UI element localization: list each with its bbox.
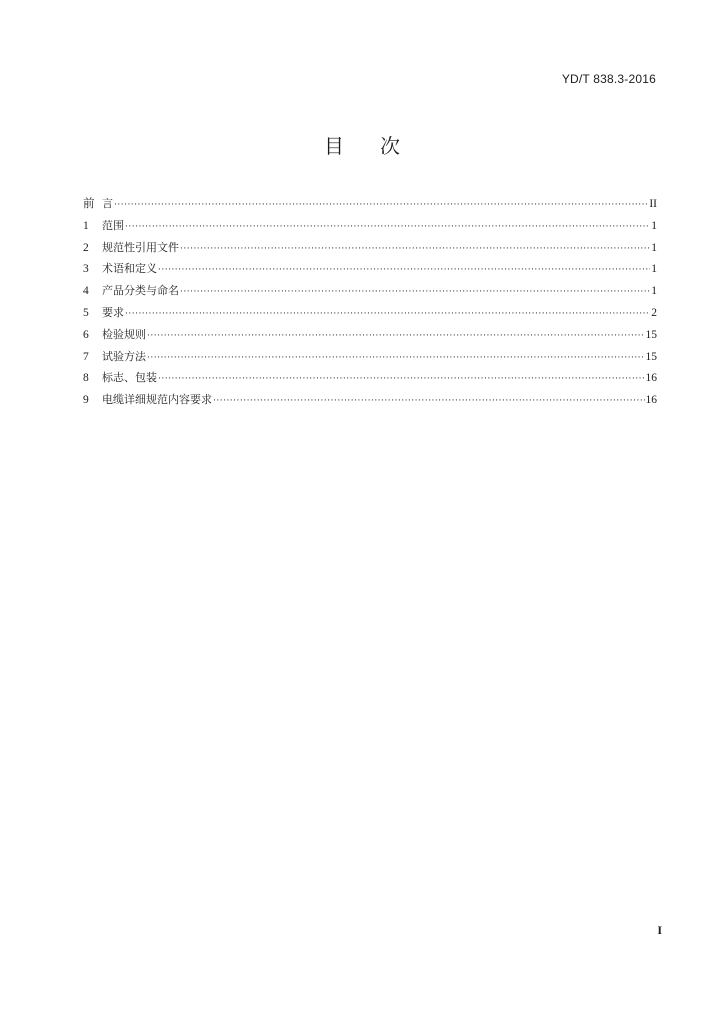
toc-entry-page: 15 [645, 328, 657, 341]
toc-leader-dots [180, 239, 650, 261]
page-title [0, 130, 724, 159]
toc-entry-requirements[interactable] [83, 302, 657, 324]
toc-entry-page: 1 [651, 263, 657, 276]
toc-leader-dots [147, 348, 645, 370]
toc-entry-label: 范围 [102, 218, 124, 232]
toc-entry-page: II [649, 198, 657, 210]
toc-entry-page: 15 [645, 350, 657, 363]
title-char-2: 次 [380, 134, 400, 158]
toc-entry-number: 9 [83, 394, 89, 407]
toc-entry-number: 2 [83, 241, 89, 254]
toc-entry-label: 标志、包装 [102, 371, 157, 385]
toc-entry-page: 1 [651, 285, 657, 298]
toc-entry-page: 1 [651, 219, 657, 232]
toc-entry-label: 言 [102, 197, 113, 210]
toc-leader-dots [180, 282, 650, 304]
toc-entry-number: 4 [83, 285, 89, 298]
toc-entry-number: 1 [83, 219, 89, 232]
toc-entry-terms-definitions[interactable] [83, 258, 657, 280]
toc-entry-label: 术语和定义 [102, 262, 157, 276]
standard-code: YD/T 838.3-2016 [561, 72, 656, 86]
toc-entry-label: 试验方法 [102, 349, 146, 363]
toc-entry-label: 检验规则 [102, 327, 146, 341]
toc-entry-inspection-rules[interactable] [83, 324, 657, 346]
toc-entry-label: 规范性引用文件 [102, 240, 179, 254]
toc-entry-scope[interactable] [83, 215, 657, 237]
toc-leader-dots [125, 304, 650, 326]
toc-entry-number: 7 [83, 350, 89, 363]
toc-entry-page: 16 [645, 372, 657, 385]
title-char-1: 目 [324, 134, 344, 158]
toc-entry-classification[interactable] [83, 280, 657, 302]
toc-entry-label: 要求 [102, 305, 124, 319]
toc-entry-normative-references[interactable] [83, 237, 657, 259]
table-of-contents [83, 193, 657, 411]
toc-entry-number: 6 [83, 328, 89, 341]
toc-leader-dots [213, 391, 645, 413]
toc-entry-number: 前 [83, 198, 95, 210]
toc-entry-page: 16 [645, 394, 657, 407]
toc-entry-number: 5 [83, 306, 89, 319]
toc-entry-marking-packaging[interactable] [83, 367, 657, 389]
toc-entry-label: 电缆详细规范内容要求 [102, 393, 212, 407]
toc-leader-dots [125, 217, 650, 239]
toc-entry-foreword[interactable] [83, 193, 657, 215]
toc-entry-label: 产品分类与命名 [102, 284, 179, 298]
toc-entry-number: 8 [83, 372, 89, 385]
toc-leader-dots [147, 326, 645, 348]
toc-entry-page: 2 [651, 306, 657, 319]
toc-entry-number: 3 [83, 263, 89, 276]
toc-entry-test-methods[interactable] [83, 346, 657, 368]
page-number: I [657, 923, 662, 937]
toc-entry-page: 1 [651, 241, 657, 254]
toc-entry-cable-spec[interactable] [83, 389, 657, 411]
toc-leader-dots [114, 195, 648, 217]
toc-leader-dots [158, 260, 650, 282]
toc-leader-dots [158, 369, 645, 391]
